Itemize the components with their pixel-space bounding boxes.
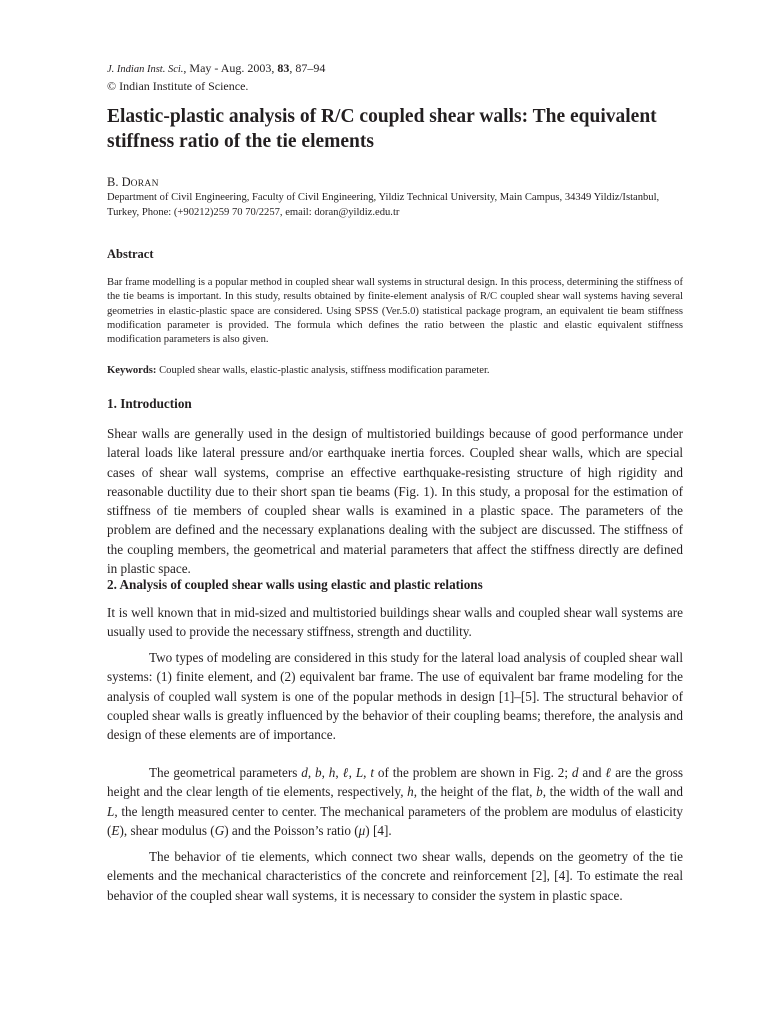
journal-citation: J. Indian Inst. Sci., May - Aug. 2003, 83, 87–94 [107, 61, 326, 75]
section-heading-analysis: 2. Analysis of coupled shear walls using elastic and plastic relations [107, 577, 483, 592]
analysis-paragraph-1: It is well known that in mid-sized and multistoried buildings shear walls and coupled shear wall systems are usually used to provide the necessary stiffness, strength and ductility. [107, 605, 683, 640]
analysis-paragraph-3: The geometrical parameters d, b, h, ℓ, L, t of the problem are shown in Fig. 2; d and ℓ are the gross height and the clear length of tie elements, respectively, h, the height of the flat, b, the width of the wall and L, the length measured center to center. The mechanical parameters of the problem are modulus of elasticity (E), shear modulus (G) and the Poisson’s ratio (μ) [4]. [107, 765, 684, 838]
abstract-text: Bar frame modelling is a popular method in coupled shear wall systems in structural design. In this process, determining the stiffness of the tie beams is important. In this study, results obtained by finite-element analysis of R/C coupled shear wall systems having several geometries in elastic-plastic space are considered. Using SPSS (Ver.5.0) statistical package program, an equivalent tie beam stiffness modification parameter is provided. The formula which defines the ratio between the plastic and elastic equivalent stiffness modification parameters is also given. [107, 277, 683, 346]
keywords-label: Keywords: [107, 365, 157, 376]
journal-name: J. Indian Inst. Sci. [107, 64, 184, 75]
keywords [107, 364, 683, 378]
author-name: B. DORAN [107, 175, 159, 189]
keywords-list: Coupled shear walls, elastic-plastic analysis, stiffness modification parameter. [156, 365, 490, 376]
analysis-paragraph-4: The behavior of tie elements, which connect two shear walls, depends on the geometry of the tie elements and the mechanical characteristics of the concrete and reinforcement [2], [4]. To estimate the real behavior of the coupled shear wall systems, it is necessary to consider the system in plastic space. [107, 849, 683, 903]
author-affiliation: Department of Civil Engineering, Faculty of Civil Engineering, Yildiz Technical University, Main Campus, 34349 Yildiz/Istanbul, Turkey, Phone: (+90212)259 70 70/2257, email: doran@yildiz.edu.tr [107, 192, 660, 218]
intro-paragraph: Shear walls are generally used in the design of multistoried buildings because of good performance under lateral loads like lateral pressure and/or earthquake inertia forces. Coupled shear walls, which are special cases of shear wall systems, comprise an effective earthquake-resisting structure of high rigidity and reasonable ductility due to their short span tie beams (Fig. 1). In this study, a proposal for the estimation of stiffness of tie members of coupled shear walls is examined in a plastic space. The parameters of the problem are defined and the necessary explanations dealing with the subject are discussed. The stiffness of the coupling members, the geometrical and material parameters that affect the stiffness directly are defined in plastic space. [107, 426, 683, 577]
analysis-paragraph-2: Two types of modeling are considered in this study for the lateral load analysis of coupled shear wall systems: (1) finite element, and (2) equivalent bar frame. The use of equivalent bar frame modeling for the analysis of coupled wall system is one of the popular methods in design [1]–[5]. The structural behavior of coupled shear walls is greatly influenced by the behavior of their coupling beams; therefore, the analysis and design of these elements are of importance. [107, 650, 683, 743]
section-heading-introduction: 1. Introduction [107, 396, 192, 411]
paper-title: Elastic-plastic analysis of R/C coupled shear walls: The equivalent stiffness ratio of the tie elements [107, 106, 657, 152]
journal-volume: 83 [277, 61, 290, 75]
abstract-heading: Abstract [107, 247, 154, 261]
journal-header [107, 60, 683, 94]
journal-copyright: © Indian Institute of Science. [107, 79, 249, 93]
